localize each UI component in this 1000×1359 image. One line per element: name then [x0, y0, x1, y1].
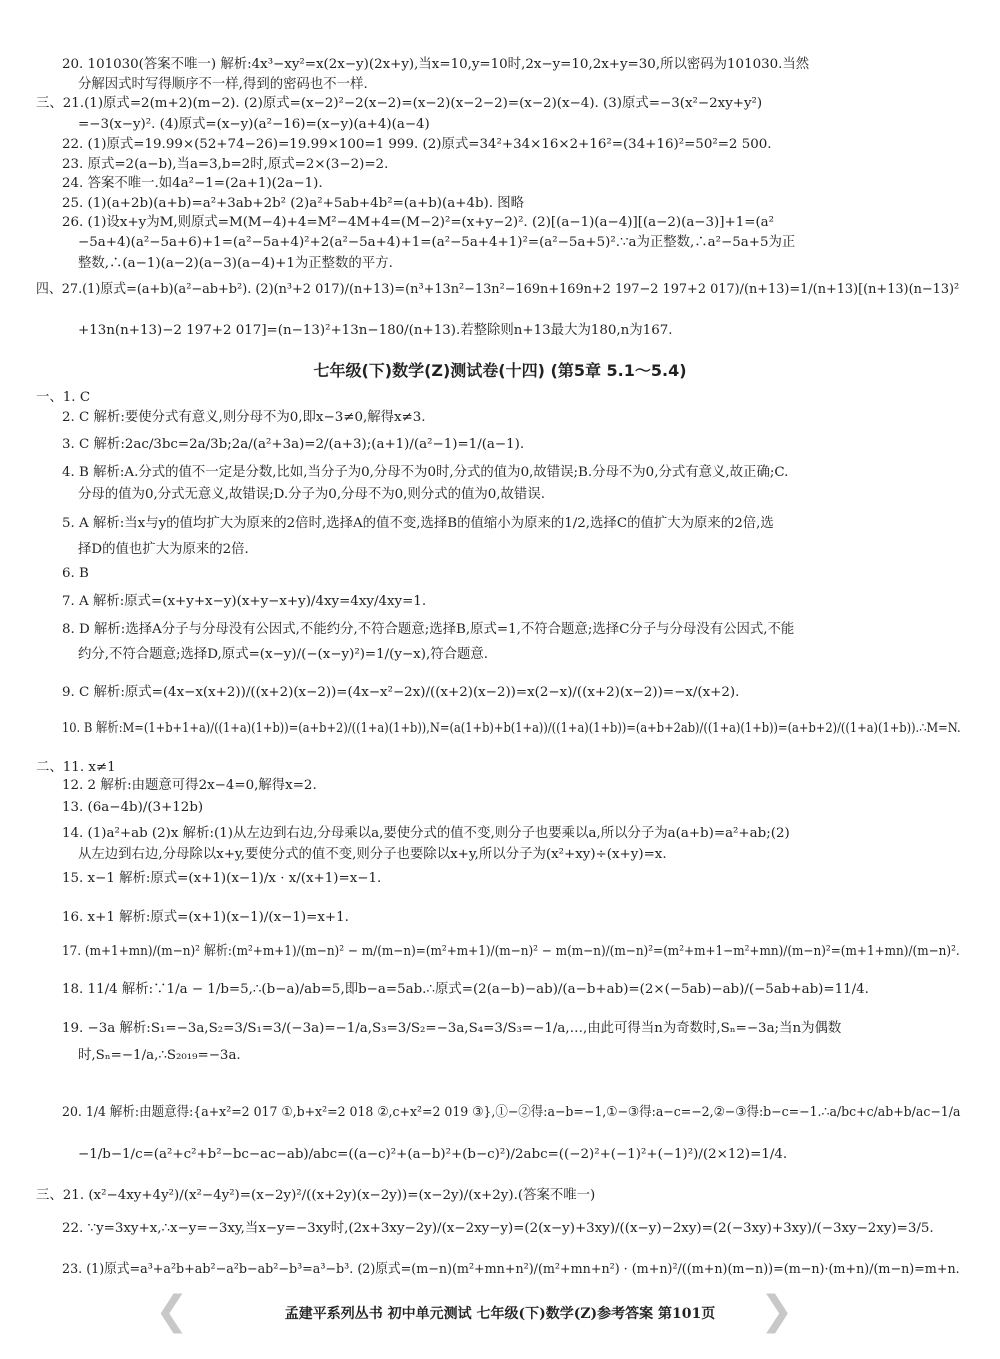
answer-line: 16. x+1 解析:原式=(x+1)(x−1)/(x−1)=x+1.	[62, 910, 349, 925]
answer-line: 23. 原式=2(a−b),当a=3,b=2时,原式=2×(3−2)=2.	[62, 157, 389, 172]
answer-line: 四、27.(1)原式=(a+b)(a²−ab+b²). (2)(n³+2 017)/(n+13)=(n³+13n²−13n²−169n+169n+2 197−2 197+2 017)/(n+13)=1/(n+13)[(n+13)(n−13)²	[36, 282, 960, 297]
answer-line: 3. C 解析:2ac/3bc=2a/3b;2a/(a²+3a)=2/(a+3);(a+1)/(a²−1)=1/(a−1).	[62, 437, 525, 452]
answer-line: 分母的值为0,分式无意义,故错误;D.分子为0,分母不为0,则分式的值为0,故错误.	[78, 487, 545, 502]
answer-line: 约分,不符合题意;选择D,原式=(x−y)/(−(x−y)²)=1/(y−x),符合题意.	[78, 647, 489, 662]
answer-line: 14. (1)a²+ab (2)x 解析:(1)从左边到右边,分母乘以a,要使分式的值不变,则分子也要乘以a,所以分子为a(a+b)=a²+ab;(2)	[62, 826, 790, 841]
answer-line: 二、11. x≠1	[36, 760, 116, 775]
answer-line: 9. C 解析:原式=(4x−x(x+2))/((x+2)(x−2))=(4x−x²−2x)/((x+2)(x−2))=x(2−x)/((x+2)(x−2))=−x/(x+2).	[62, 685, 740, 700]
answer-line: 13. (6a−4b)/(3+12b)	[62, 800, 204, 815]
answer-line: 12. 2 解析:由题意可得2x−4=0,解得x=2.	[62, 778, 317, 793]
answer-line: 时,Sₙ=−1/a,∴S₂₀₁₉=−3a.	[78, 1048, 241, 1063]
answer-line: −1/b−1/c=(a²+c²+b²−bc−ac−ab)/abc=((a−c)²+(a−b)²+(b−c)²)/2abc=((−2)²+(−1)²+(−1)²)/(2×12)=1/4.	[78, 1147, 788, 1162]
next-page-arrow-icon: ❯	[760, 1288, 794, 1334]
answer-line: 25. (1)(a+2b)(a+b)=a²+3ab+2b² (2)a²+5ab+4b²=(a+b)(a+4b). 图略	[62, 196, 525, 211]
answer-line: 三、21.(1)原式=2(m+2)(m−2). (2)原式=(x−2)²−2(x−2)=(x−2)(x−2−2)=(x−2)(x−4). (3)原式=−3(x²−2xy+y²)	[36, 96, 763, 111]
answer-line: +13n(n+13)−2 197+2 017]=(n−13)²+13n−180/(n+13).若整除则n+13最大为180,n为167.	[78, 323, 673, 338]
answer-line: 8. D 解析:选择A分子与分母没有公因式,不能约分,不符合题意;选择B,原式=1,不符合题意;选择C分子与分母没有公因式,不能	[62, 622, 795, 637]
answer-line: 24. 答案不唯一.如4a²−1=(2a+1)(2a−1).	[62, 176, 323, 191]
answer-line: 18. 11/4 解析:∵1/a − 1/b=5,∴(b−a)/ab=5,即b−a=5ab.∴原式=(2(a−b)−ab)/(a−b+ab)=(2×(−5ab)−ab)/(−5ab+ab)=11/4.	[62, 982, 869, 997]
answer-line: 17. (m+1+mn)/(m−n)² 解析:(m²+m+1)/(m−n)² − m/(m−n)=(m²+m+1)/(m−n)² − m(m−n)/(m−n)²=(m²+m+1−m²+mn)/(m−n)²=(m+1+mn)/(m−n)².	[62, 944, 960, 959]
answer-line: 4. B 解析:A.分式的值不一定是分数,比如,当分子为0,分母不为0时,分式的值为0,故错误;B.分母不为0,分式有意义,故正确;C.	[62, 465, 789, 480]
answer-line: 15. x−1 解析:原式=(x+1)(x−1)/x · x/(x+1)=x−1.	[62, 871, 382, 886]
answer-line: 23. (1)原式=a³+a²b+ab²−a²b−ab²−b³=a³−b³. (2)原式=(m−n)(m²+mn+n²)/(m²+mn+n²) · (m+n)²/((m+n)(m−n))=(m−n)·(m+n)/(m−n)=m+n.	[62, 1262, 960, 1277]
answer-line: 2. C 解析:要使分式有意义,则分母不为0,即x−3≠0,解得x≠3.	[62, 410, 426, 425]
answer-line: =−3(x−y)². (4)原式=(x−y)(a²−16)=(x−y)(a+4)(a−4)	[78, 117, 430, 132]
answer-line: 整数,∴(a−1)(a−2)(a−3)(a−4)+1为正整数的平方.	[78, 256, 393, 271]
answer-line: 22. ∵y=3xy+x,∴x−y=−3xy,当x−y=−3xy时,(2x+3xy−2y)/(x−2xy−y)=(2(x−y)+3xy)/((x−y)−2xy)=(2(−3xy)+3xy)/(−3xy−2xy)=3/5.	[62, 1221, 934, 1236]
answer-line: 20. 1/4 解析:由题意得:{a+x²=2 017 ①,b+x²=2 018 ②,c+x²=2 019 ③},①−②得:a−b=−1,①−③得:a−c=−2,②−③得:b−c=−1.∴a/bc+c/ab+b/ac−1/a	[62, 1105, 961, 1120]
answer-line: 20. 101030(答案不唯一) 解析:4x³−xy²=x(2x−y)(2x+y),当x=10,y=10时,2x−y=10,2x+y=30,所以密码为101030.当然	[62, 57, 810, 72]
answer-line: 择D的值也扩大为原来的2倍.	[78, 542, 249, 557]
answer-line: 22. (1)原式=19.99×(52+74−26)=19.99×100=1 999. (2)原式=34²+34×16×2+16²=(34+16)²=50²=2 500.	[62, 137, 772, 152]
answer-line: 从左边到右边,分母除以x+y,要使分式的值不变,则分子也要除以x+y,所以分子为(x²+xy)÷(x+y)=x.	[78, 847, 667, 862]
page-footer: 孟建平系列丛书 初中单元测试 七年级(下)数学(Z)参考答案 第101页	[284, 1306, 716, 1322]
answer-line: 6. B	[62, 566, 89, 581]
answer-line: 26. (1)设x+y为M,则原式=M(M−4)+4=M²−4M+4=(M−2)²=(x+y−2)². (2)[(a−1)(a−4)][(a−2)(a−3)]+1=(a²	[62, 215, 775, 230]
answer-line: 三、21. (x²−4xy+4y²)/(x²−4y²)=(x−2y)²/((x+2y)(x−2y))=(x−2y)/(x+2y).(答案不唯一)	[36, 1188, 596, 1203]
answer-line: 5. A 解析:当x与y的值均扩大为原来的2倍时,选择A的值不变,选择B的值缩小为原来的1/2,选择C的值扩大为原来的2倍,选	[62, 516, 774, 531]
section-title: 七年级(下)数学(Z)测试卷(十四) (第5章 5.1～5.4)	[313, 361, 687, 380]
answer-line: 10. B 解析:M=(1+b+1+a)/((1+a)(1+b))=(a+b+2)/((1+a)(1+b)),N=(a(1+b)+b(1+a))/((1+a)(1+b))=(a+b+2ab)/((1+a)(1+b))=(a+b+2)/((1+a)(1+b)).∴M=N.	[62, 721, 961, 736]
answer-line: 分解因式时写得顺序不一样,得到的密码也不一样.	[78, 77, 368, 92]
prev-page-arrow-icon: ❮	[155, 1288, 189, 1334]
answer-line: 一、1. C	[36, 390, 91, 405]
answer-line: 19. −3a 解析:S₁=−3a,S₂=3/S₁=3/(−3a)=−1/a,S₃=3/S₂=−3a,S₄=3/S₃=−1/a,…,由此可得当n为奇数时,Sₙ=−3a;当n为偶数	[62, 1021, 842, 1036]
answer-line: 7. A 解析:原式=(x+y+x−y)(x+y−x+y)/4xy=4xy/4xy=1.	[62, 594, 427, 609]
answer-line: −5a+4)(a²−5a+6)+1=(a²−5a+4)²+2(a²−5a+4)+1=(a²−5a+4+1)²=(a²−5a+5)².∵a为正整数,∴a²−5a+5为正	[78, 235, 796, 250]
